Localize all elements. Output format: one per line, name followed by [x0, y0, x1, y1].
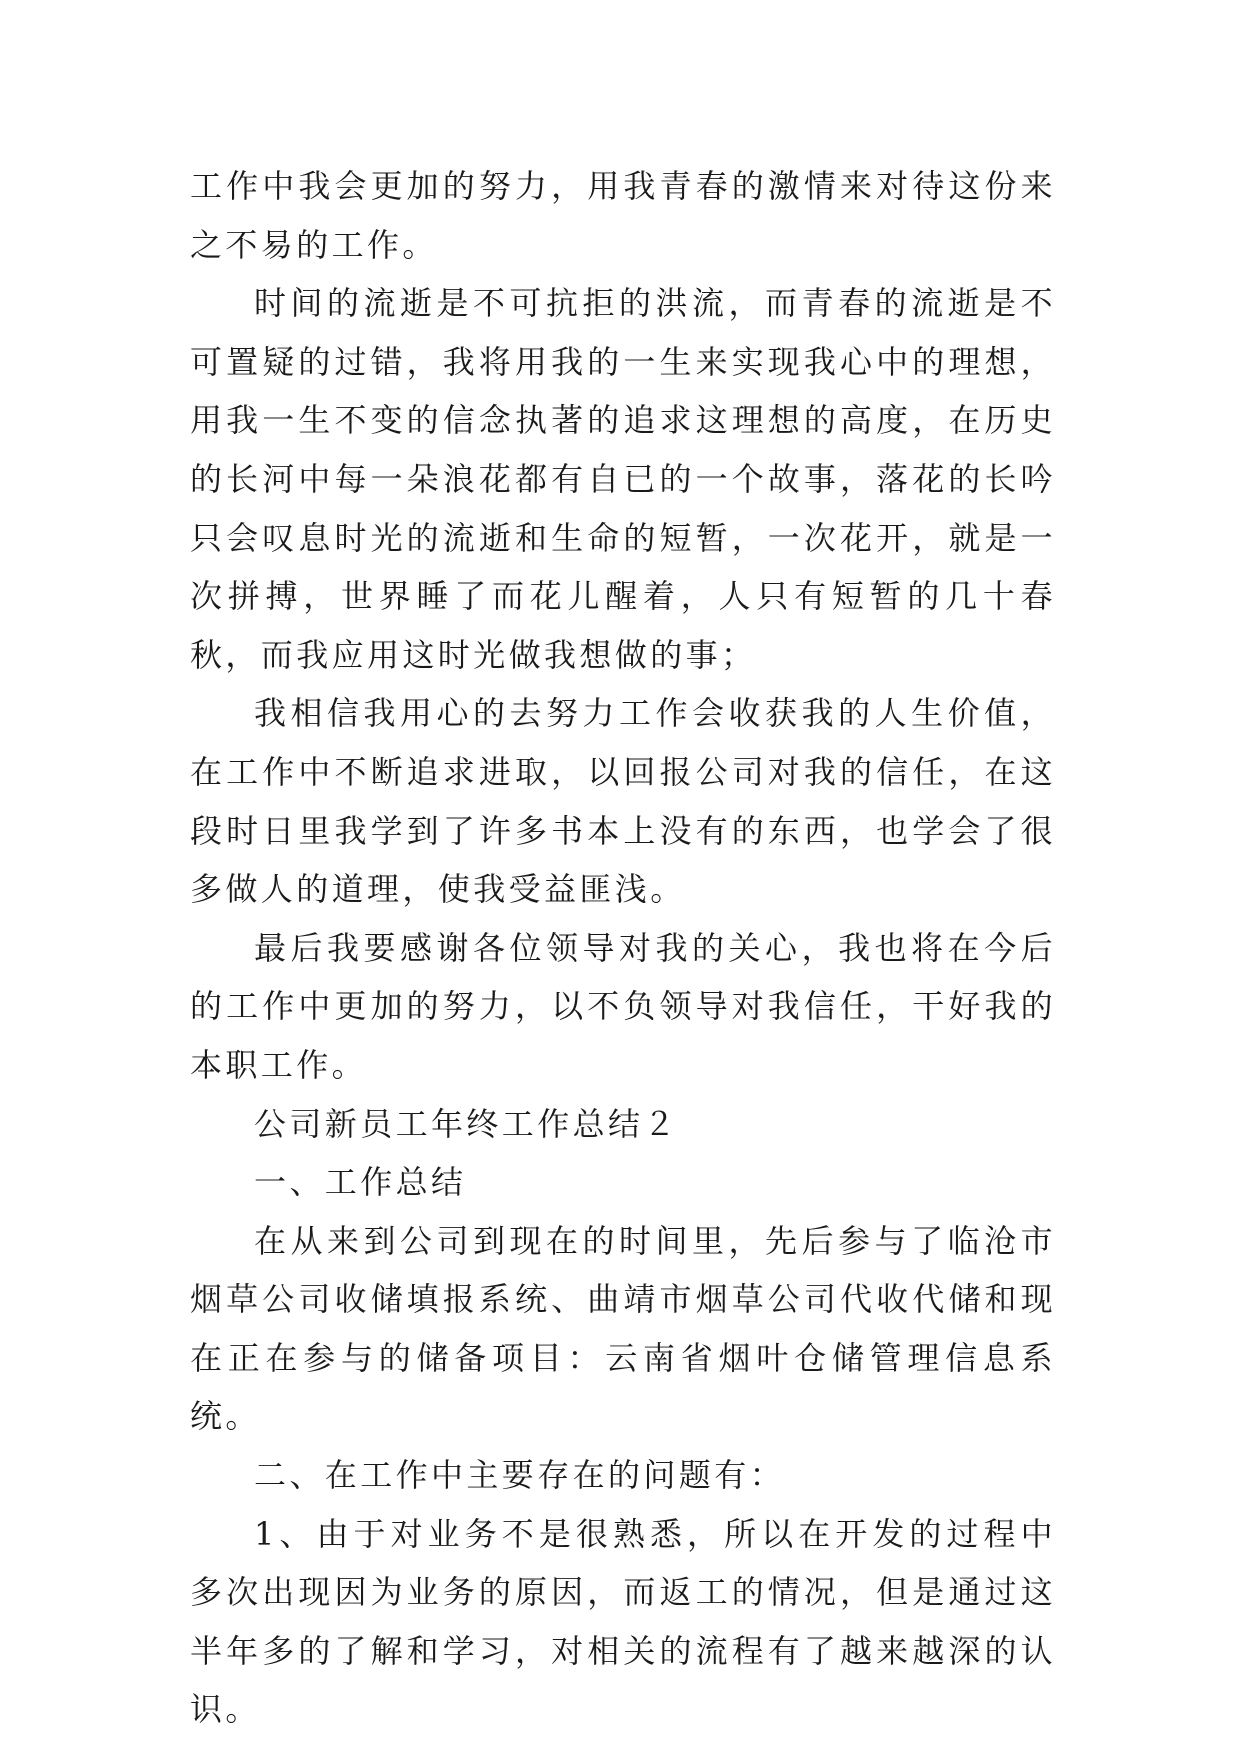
paragraph-continuation: 工作中我会更加的努力，用我青春的激情来对待这份来之不易的工作。 [190, 167, 1056, 264]
paragraph-belief: 我相信我用心的去努力工作会收获我的人生价值，在工作中不断追求进取，以回报公司对我的信任，在这段时日里我学到了许多书本上没有的东西，也学会了很多做人的道理，使我受益匪浅。 [190, 694, 1056, 909]
document-body [190, 157, 1056, 1739]
paragraph-projects: 在从来到公司到现在的时间里，先后参与了临沧市烟草公司收储填报系统、曲靖市烟草公司代收代储和现在正在参与的储备项目：云南省烟叶仓储管理信息系统。 [190, 1221, 1056, 1436]
section-title: 公司新员工年终工作总结２ [254, 1104, 679, 1143]
heading-work-summary: 一、工作总结 [254, 1163, 467, 1202]
paragraph-time-passing: 时间的流逝是不可抗拒的洪流，而青春的流逝是不可置疑的过错，我将用我的一生来实现我心中的理想，用我一生不变的信念执著的追求这理想的高度，在历史的长河中每一朵浪花都有自已的一个故事，落花的长吟只会叹息时光的流逝和生命的短暂，一次花开，就是一次拼搏，世界睡了而花儿醒着，人只有短暂的几十春秋，而我应用这时光做我想做的事； [190, 284, 1056, 674]
paragraph-problem-1: 1、由于对业务不是很熟悉，所以在开发的过程中多次出现因为业务的原因，而返工的情况，但是通过这半年多的了解和学习，对相关的流程有了越来越深的认识。 [190, 1514, 1056, 1729]
heading-problems: 二、在工作中主要存在的问题有： [254, 1456, 786, 1495]
paragraph-thanks: 最后我要感谢各位领导对我的关心，我也将在今后的工作中更加的努力，以不负领导对我信任，干好我的本职工作。 [190, 928, 1056, 1084]
